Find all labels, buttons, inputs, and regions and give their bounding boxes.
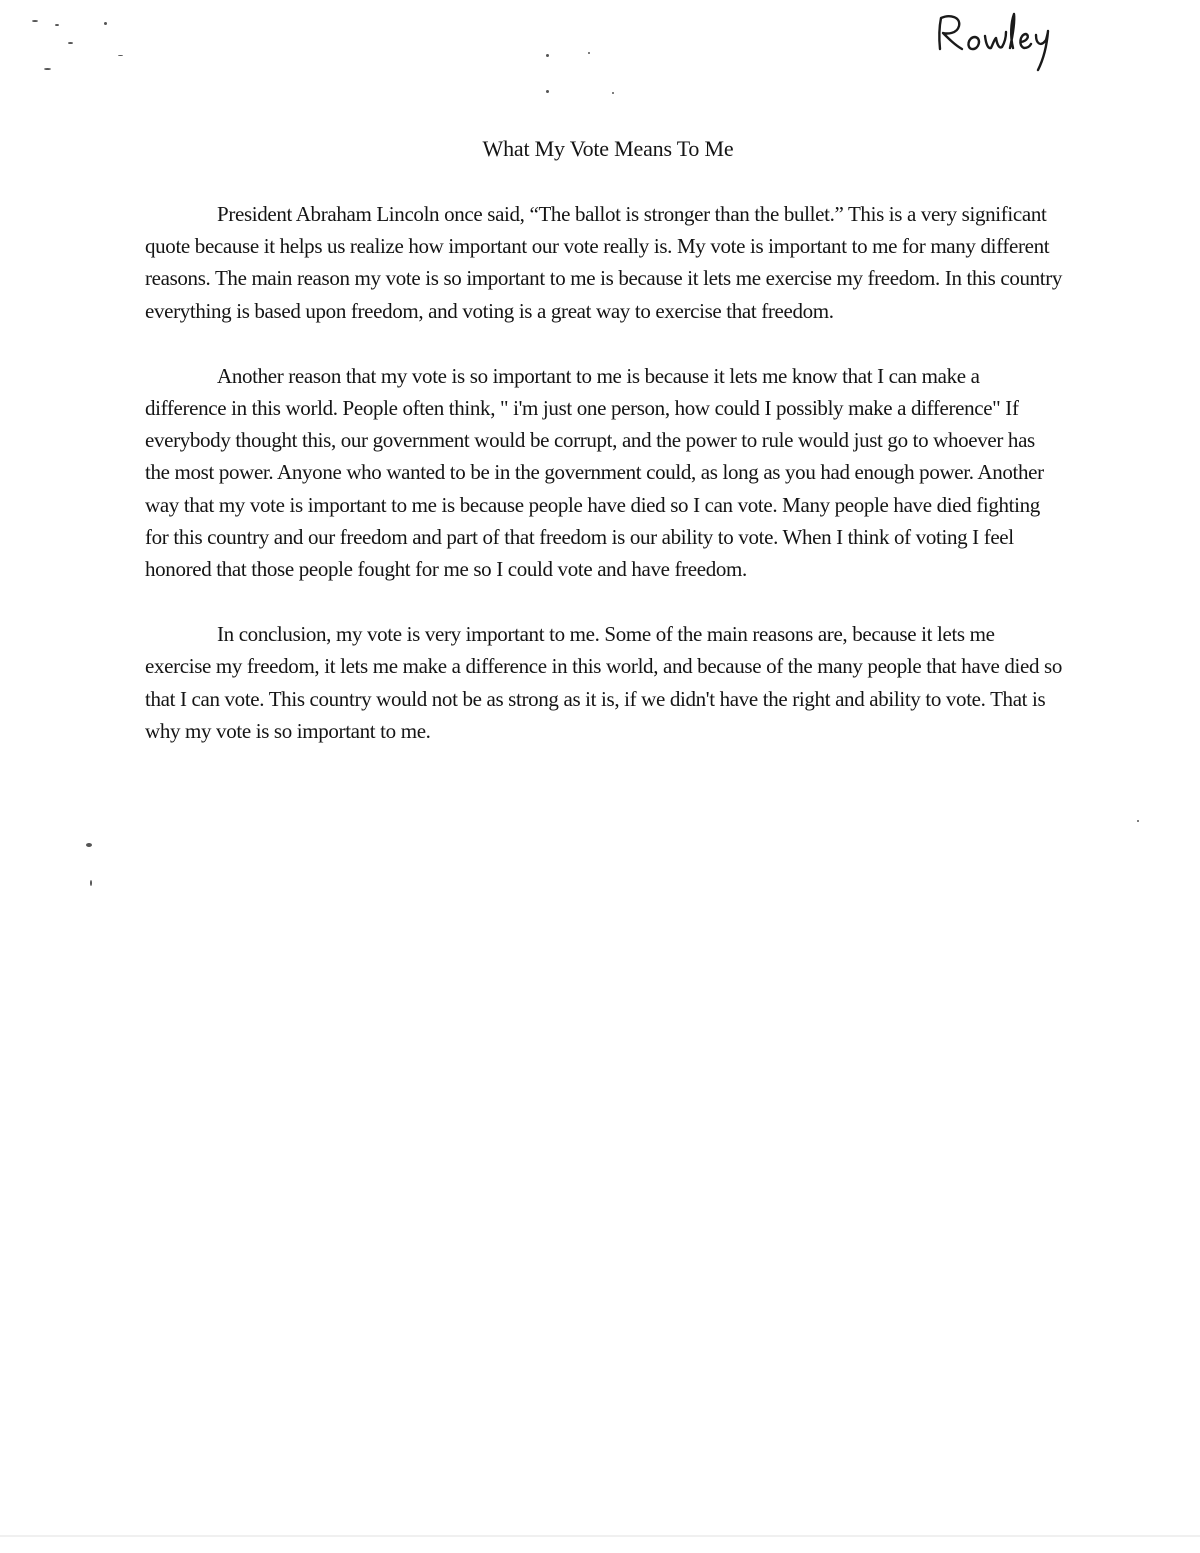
scan-speck [44,68,51,70]
scan-speck [32,20,38,22]
scan-speck [68,42,73,44]
scan-speck [90,880,92,886]
essay-title: What My Vote Means To Me [482,136,734,161]
scan-speck [612,92,614,94]
scan-speck [546,54,549,57]
essay-body [145,198,1063,780]
scan-speck [546,90,549,93]
scan-speck [104,22,107,25]
paragraph-1: President Abraham Lincoln once said, “The ballot is stronger than the bullet.” This is a very significant quote because it helps us realize how important our vote really is. My vote is important to me for many different reasons. The main reason my vote is so important to me is because it lets me exercise my freedom. In this country everything is based upon freedom, and voting is a great way to exercise that freedom. [145,202,1063,323]
scan-speck [118,55,123,56]
scan-speck [588,52,590,54]
scan-speck [55,24,59,26]
paragraph-3: In conclusion, my vote is very important to me. Some of the main reasons are, because it lets me exercise my freedom, it lets me make a difference in this world, and because of the many people that have died so that I can vote. This country would not be as strong as it is, if we didn't have the right and ability to vote. That is why my vote is so important to me. [145,622,1062,743]
handwritten-signature [930,4,1080,74]
scan-speck [86,843,92,847]
paragraph-2: Another reason that my vote is so important to me is because it lets me know that I can make a difference in this world. People often think, " i'm just one person, how could I possibly make a difference" If everybody thought this, our government would be corrupt, and the power to rule would just go to whoever has the most power. Anyone who wanted to be in the government could, as long as you had enough power. Another way that my vote is important to me is because people have died so I can vote. Many people have died fighting for this country and our freedom and part of that freedom is our ability to vote. When I think of voting I feel honored that those people fought for me so I could vote and have freedom. [145,363,1044,582]
scan-speck [1137,820,1139,822]
signature-drawing [930,4,1080,74]
scan-edge [0,1535,1200,1537]
